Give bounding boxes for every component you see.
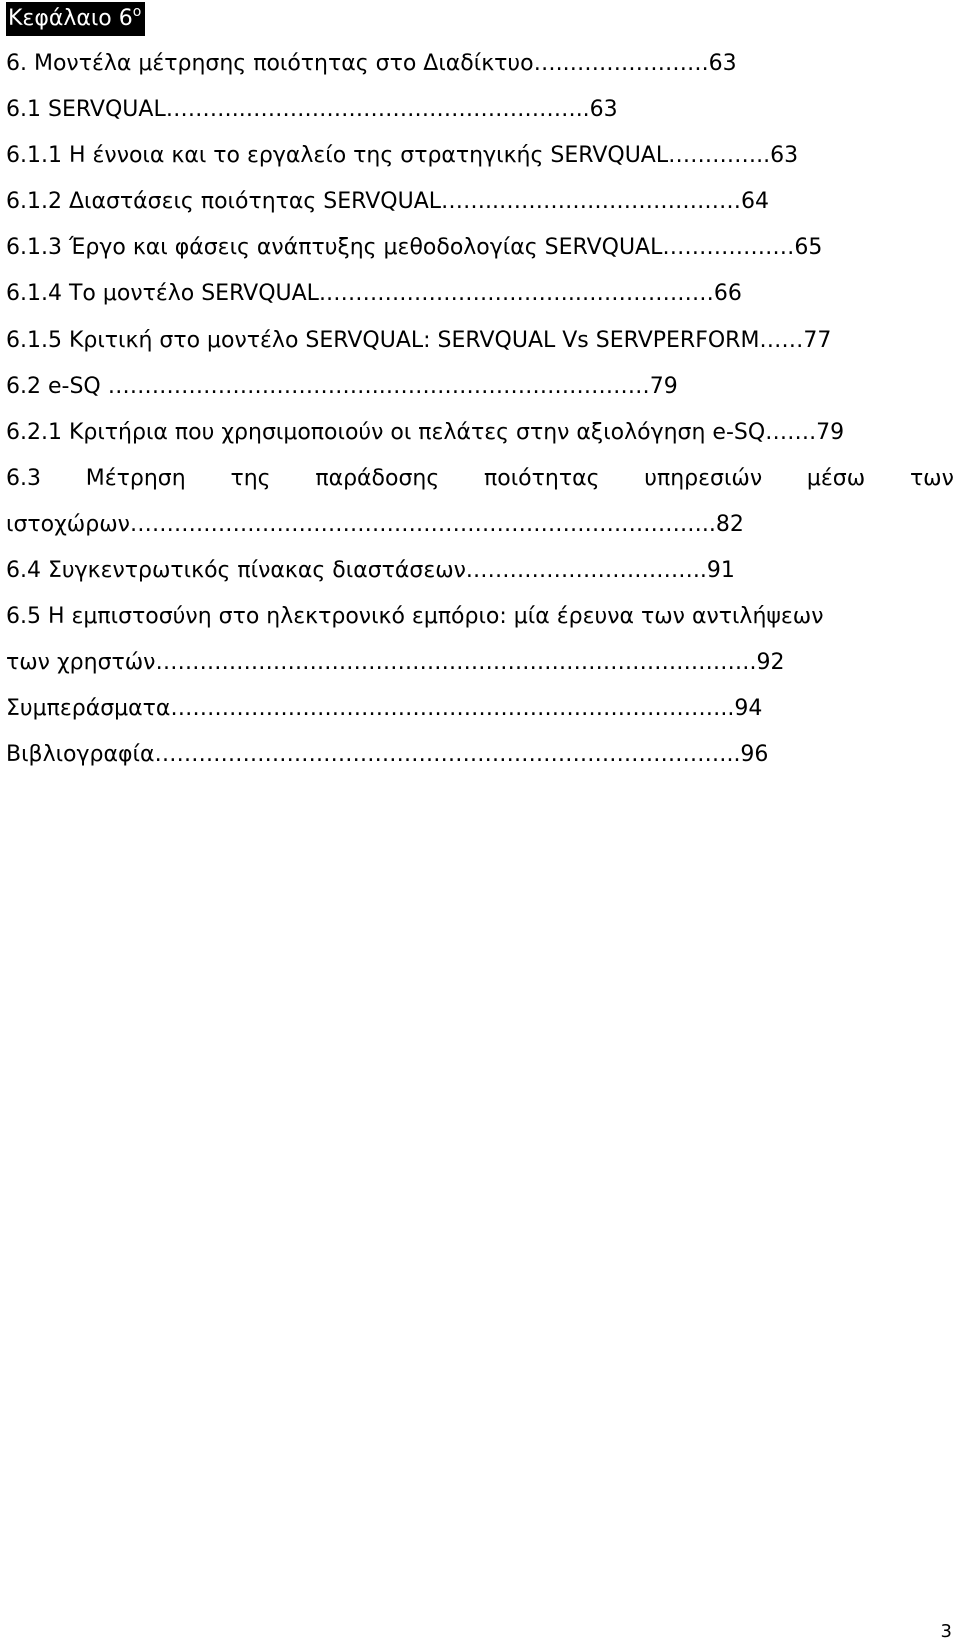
toc-entry-6-1-5[interactable]: 6.1.5 Κριτική στο μοντέλο SERVQUAL: SERVQUAL Vs SERVPERFORM……77	[6, 327, 832, 353]
toc-entry-6-4[interactable]: 6.4 Συγκεντρωτικός πίνακας διαστάσεων.…………………………..91	[6, 558, 735, 584]
toc-entry-6-3-continuation[interactable]: ιστοχώρων……………………………………………………………………..82	[6, 511, 744, 537]
toc-entry-6-2[interactable]: 6.2 e-SQ ………………………………..………………………………79	[6, 373, 678, 399]
toc-entry-6-1-3[interactable]: 6.1.3 Έργο και φάσεις ανάπτυξης μεθοδολογίας SERVQUAL………………65	[6, 235, 823, 261]
toc-entry-6-5-continuation[interactable]: των χρηστών……………………………………………………………………….92	[6, 650, 785, 676]
toc-word: 6.3	[6, 465, 41, 491]
toc-entry-6[interactable]: 6. Μοντέλα μέτρησης ποιότητας στο Διαδίκτυο…..……………….63	[6, 51, 737, 76]
toc-word: ποιότητας	[484, 465, 600, 491]
toc-entry-6-3[interactable]	[6, 456, 954, 502]
page-number: 3	[940, 1621, 952, 1642]
toc-word: των	[909, 465, 954, 491]
toc-entry-6-1-4[interactable]: 6.1.4 Το μοντέλο SERVQUAL.……………………………..………………66	[6, 281, 742, 307]
table-of-contents	[6, 41, 954, 779]
toc-entry-6-1[interactable]: 6.1 SERVQUAL………..………………………………………..63	[6, 97, 618, 123]
toc-entry-6-1-2[interactable]: 6.1.2 Διαστάσεις ποιότητας SERVQUAL……..……………………………64	[6, 189, 769, 215]
toc-word: της	[230, 465, 271, 491]
toc-entry-6-5[interactable]: 6.5 Η εμπιστοσύνη στο ηλεκτρονικό εμπόριο: μία έρευνα των αντιλήψεων	[6, 604, 824, 630]
chapter-heading	[6, 2, 145, 36]
toc-word: Μέτρηση	[85, 465, 186, 491]
toc-entry-conclusions[interactable]: Συμπεράσματα…………………………………………………………………..94	[6, 696, 763, 722]
toc-word: μέσω	[806, 465, 866, 491]
toc-word: υπηρεσιών	[644, 465, 763, 491]
chapter-heading-superscript: ο	[132, 4, 142, 20]
toc-entry-6-2-1[interactable]: 6.2.1 Κριτήρια που χρησιμοποιούν οι πελάτες στην αξιολόγηση e-SQ…….79	[6, 419, 845, 445]
toc-entry-bibliography[interactable]: Βιβλιογραφία……………………………………………………………………..96	[6, 742, 769, 768]
toc-entry-6-1-1[interactable]: 6.1.1 Η έννοια και το εργαλείο της στρατηγικής SERVQUAL…………..63	[6, 143, 799, 169]
chapter-heading-text: Κεφάλαιο 6	[8, 6, 133, 31]
toc-word: παράδοσης	[315, 465, 440, 491]
